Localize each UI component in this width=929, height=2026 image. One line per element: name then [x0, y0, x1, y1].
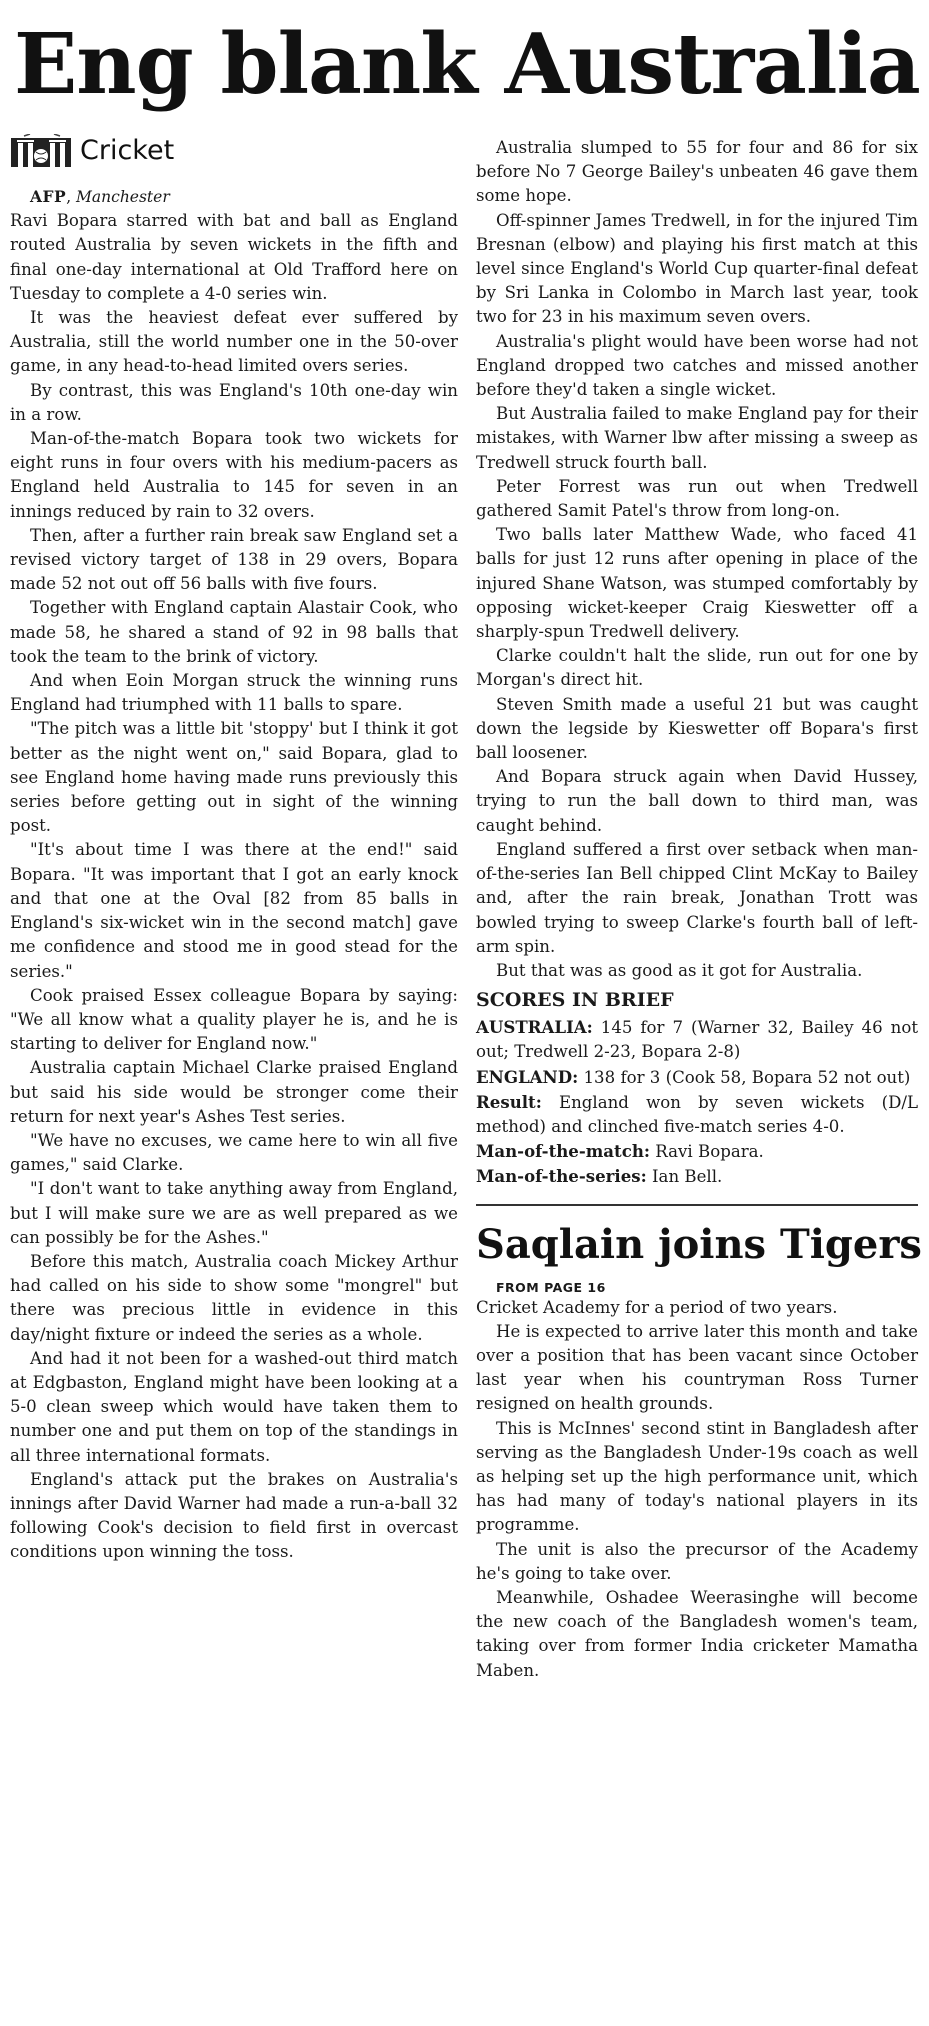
- paragraph: Cook praised Essex colleague Bopara by saying: "We all know what a quality player he is, and he is starting to deliver for England now.": [10, 985, 458, 1054]
- score-text: 138 for 3 (Cook 58, Bopara 52 not out): [578, 1067, 911, 1087]
- paragraph: England's attack put the brakes on Australia's innings after David Warner had made a run-a-ball 32 following Cook's decision to field first in overcast conditions upon winning the toss.: [10, 1469, 458, 1562]
- paragraph: "I don't want to take anything away from England, but I will make sure we are as well prepared as we can possibly be for the Ashes.": [10, 1179, 458, 1247]
- paragraph: Cricket Academy for a period of two years.: [476, 1297, 838, 1317]
- score-line: [476, 1065, 918, 1090]
- paragraph: Steven Smith made a useful 21 but was caught down the legside by Kieswetter off Bopara's first ball loosener.: [476, 694, 918, 763]
- score-line: [476, 1090, 918, 1139]
- section-label: Cricket: [80, 134, 175, 166]
- scores-heading: SCORES IN BRIEF: [476, 989, 674, 1012]
- second-story-headline: Saqlain joins Tigers: [476, 1220, 922, 1268]
- divider: [476, 1204, 918, 1206]
- score-label: AUSTRALIA:: [476, 1017, 593, 1038]
- paragraph: Australia slumped to 55 for four and 86 for six before No 7 George Bailey's unbeaten 46 gave them some hope.: [476, 138, 918, 206]
- paragraph: Australia captain Michael Clarke praised England but said his side would be stronger come their return for next year's Ashes Test series.: [10, 1058, 458, 1126]
- paragraph: Peter Forrest was run out when Tredwell gathered Samit Patel's throw from long-on.: [476, 476, 918, 521]
- left-column: [10, 131, 458, 1565]
- paragraph: Two balls later Matthew Wade, who faced 41 balls for just 12 runs after opening in place of the injured Shane Watson, was stumped comfortably by opposing wicket-keeper Craig Kieswetter off a sharply-spun Tredwell delivery.: [476, 525, 918, 642]
- score-line: [476, 1164, 918, 1189]
- score-text: 145 for 7 (Warner 32, Bailey 46 not out; Tredwell 2-23, Bopara 2-8): [476, 1018, 918, 1062]
- score-text: Ravi Bopara.: [650, 1142, 764, 1162]
- paragraph: This is McInnes' second stint in Bangladesh after serving as the Bangladesh Under-19s coach as well as helping set up the high performance unit, which has had many of today's national players in its programme.: [476, 1418, 918, 1535]
- score-text: England won by seven wickets (D/L method) and clinched five-match series 4-0.: [476, 1092, 918, 1136]
- paragraph: But that was as good as it got for Australia.: [496, 960, 863, 980]
- paragraph: By contrast, this was England's 10th one-day win in a row.: [10, 380, 458, 424]
- paragraph: Meanwhile, Oshadee Weerasinghe will become the new coach of the Bangladesh women's team, taking over from former India cricketer Mamatha Maben.: [476, 1587, 918, 1680]
- paragraph: Australia's plight would have been worse had not England dropped two catches and missed another before they'd taken a single wicket.: [476, 331, 918, 400]
- scores-in-brief: [476, 987, 918, 1189]
- paragraph: And when Eoin Morgan struck the winning runs England had triumphed with 11 balls to spare.: [10, 671, 458, 715]
- paragraph: He is expected to arrive later this month and take over a position that has been vacant since October last year when his countryman Ross Turner resigned on health grounds.: [476, 1321, 918, 1414]
- score-label: Man-of-the-series:: [476, 1166, 647, 1187]
- byline: AFP, Manchester: [30, 187, 170, 206]
- paragraph: "It's about time I was there at the end!" said Bopara. "It was important that I got an early knock and that one at the Oval [82 from 85 balls in England's six-wicket win in the second match] gave me confidence and stood me in good stead for the series.": [10, 840, 458, 981]
- paragraph: England suffered a first over setback when man-of-the-series Ian Bell chipped Clint McKay to Bailey and, after the rain break, Jonathan Trott was bowled trying to sweep Clarke's fourth ball of left-arm spin.: [476, 839, 918, 956]
- paragraph: Ravi Bopara starred with bat and ball as England routed Australia by seven wickets in the fifth and final one-day international at Old Trafford here on Tuesday to complete a 4-0 series win.: [10, 211, 458, 303]
- right-column: [476, 136, 922, 1683]
- score-label: Result:: [476, 1091, 542, 1112]
- score-label: ENGLAND:: [476, 1066, 579, 1087]
- cricket-stumps-icon: [10, 134, 72, 168]
- from-page-label: FROM PAGE 16: [496, 1279, 606, 1295]
- paragraph: Man-of-the-match Bopara took two wickets for eight runs in four overs with his medium-pacers as England held Australia to 145 for seven in an innings reduced by rain to 32 overs.: [10, 429, 458, 521]
- paragraph: Off-spinner James Tredwell, in for the injured Tim Bresnan (elbow) and playing his first match at this level since England's World Cup quarter-final defeat by Sri Lanka in Colombo in March last year, took two for 23 in his maximum seven overs.: [476, 210, 918, 327]
- paragraph: Clarke couldn't halt the slide, run out for one by Morgan's direct hit.: [476, 646, 918, 690]
- paragraph: And had it not been for a washed-out third match at Edgbaston, England might have been looking at a 5-0 clean sweep which would have taken them to number one and put them on top of the standings in all three international formats.: [10, 1348, 458, 1465]
- score-text: Ian Bell.: [646, 1167, 723, 1187]
- paragraph: But Australia failed to make England pay for their mistakes, with Warner lbw after missing a sweep as Tredwell struck fourth ball.: [476, 404, 918, 472]
- paragraph: Before this match, Australia coach Mickey Arthur had called on his side to show some "mongrel" but there was precious little in evidence in this day/night fixture or indeed the series as a whole.: [10, 1251, 458, 1344]
- byline-agency: AFP: [30, 187, 67, 206]
- score-line: [476, 1139, 918, 1164]
- paragraph: "We have no excuses, we came here to win all five games," said Clarke.: [10, 1130, 458, 1175]
- score-label: Man-of-the-match:: [476, 1141, 651, 1162]
- paragraph: It was the heaviest defeat ever suffered by Australia, still the world number one in the 50-over game, in any head-to-head limited overs series.: [10, 308, 458, 376]
- paragraph: Together with England captain Alastair Cook, who made 58, he shared a stand of 92 in 98 balls that took the team to the brink of victory.: [10, 598, 458, 666]
- score-line: [476, 1015, 918, 1064]
- paragraph: And Bopara struck again when David Hussey, trying to run the ball down to third man, was caught behind.: [476, 767, 918, 835]
- paragraph: Then, after a further rain break saw England set a revised victory target of 138 in 29 overs, Bopara made 52 not out off 56 balls with five fours.: [10, 525, 458, 594]
- section-tag: [10, 131, 458, 171]
- byline-place: Manchester: [76, 188, 170, 206]
- paragraph: "The pitch was a little bit 'stoppy' but I think it got better as the night went on," said Bopara, glad to see England home having made runs previously this series before getting out in sight of the winning post.: [10, 719, 458, 836]
- headline: Eng blank Australia: [14, 15, 920, 113]
- paragraph: The unit is also the precursor of the Academy he's going to take over.: [476, 1539, 918, 1583]
- second-story: [476, 1218, 922, 1683]
